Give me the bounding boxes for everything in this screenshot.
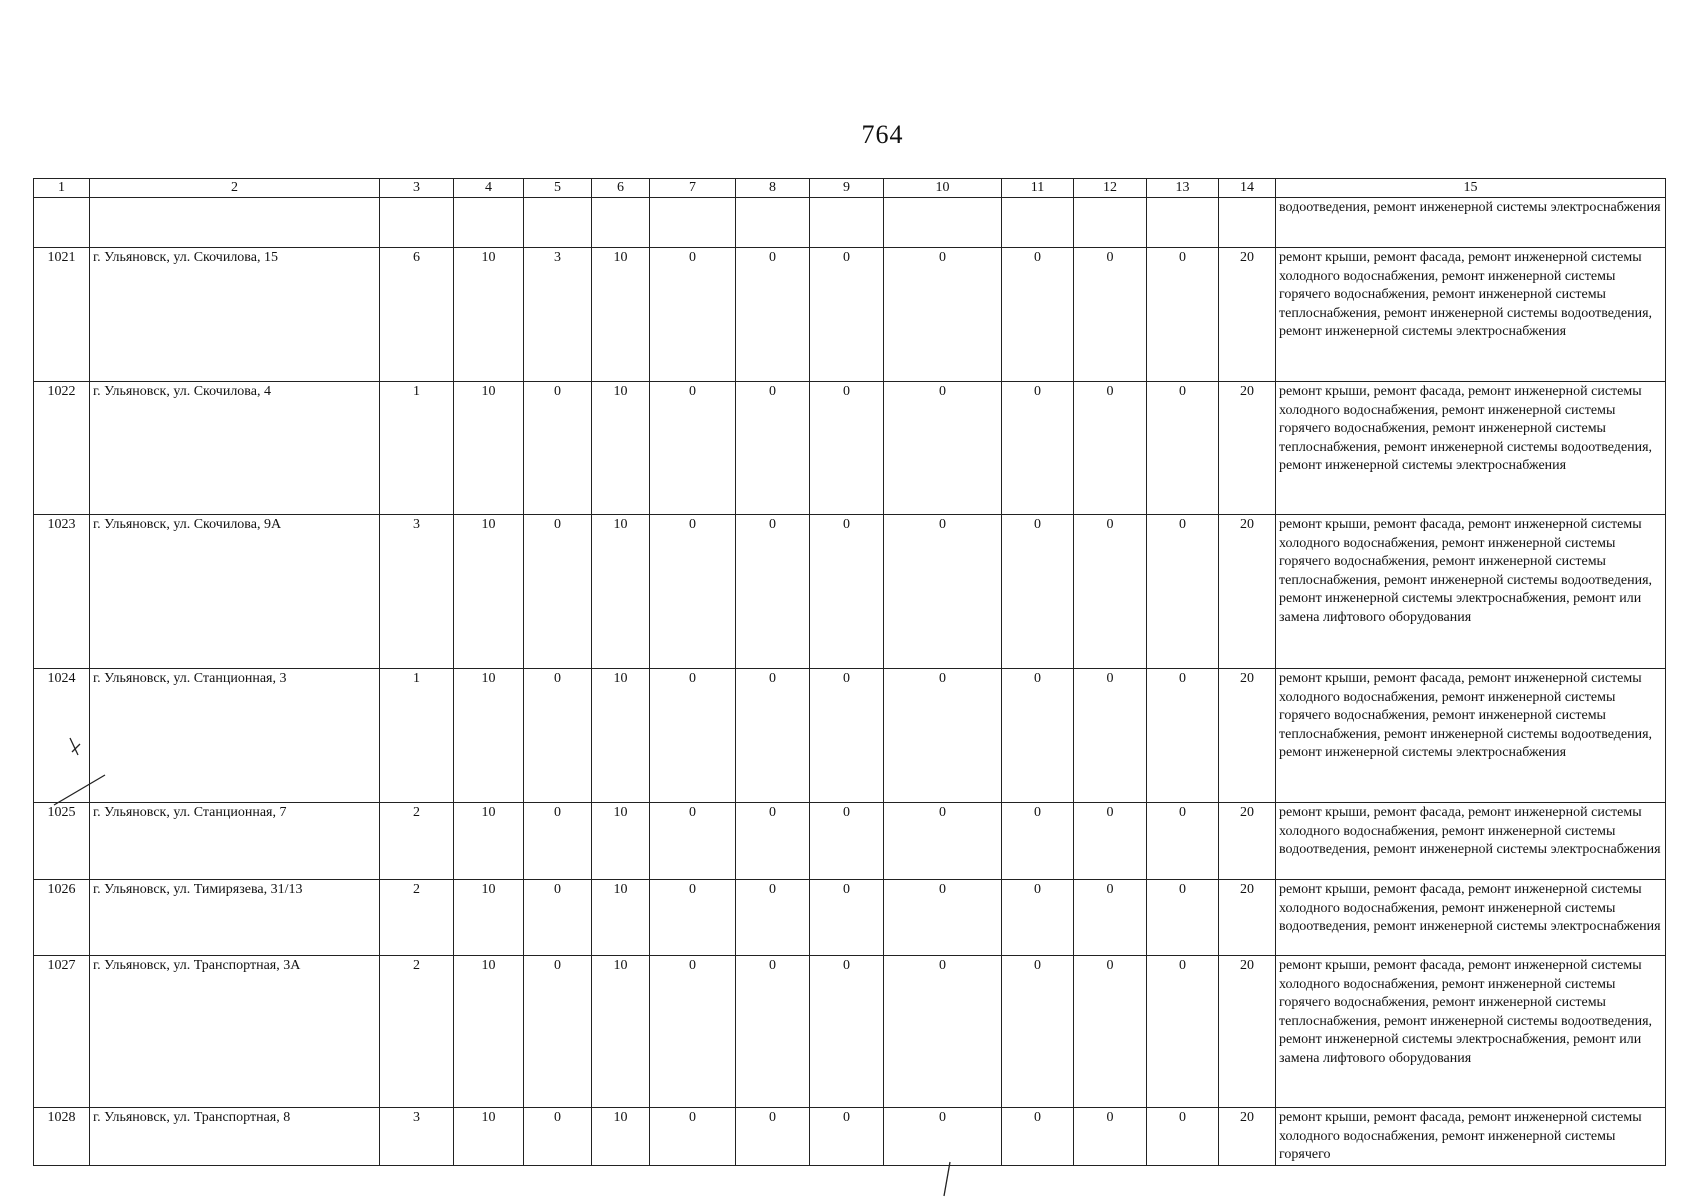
value-cell: 0	[1147, 248, 1219, 382]
value-cell: 10	[454, 515, 524, 669]
value-cell: 10	[592, 669, 650, 803]
address-cell: г. Ульяновск, ул. Тимирязева, 31/13	[90, 880, 380, 956]
value-cell: 0	[810, 248, 884, 382]
value-cell: 0	[1074, 803, 1147, 880]
column-header: 13	[1147, 179, 1219, 198]
address-cell: г. Ульяновск, ул. Станционная, 7	[90, 803, 380, 880]
table-row	[34, 1108, 1666, 1166]
value-cell: 0	[650, 669, 736, 803]
value-cell: 0	[1002, 248, 1074, 382]
value-cell: 0	[524, 669, 592, 803]
row-number-cell: 1023	[34, 515, 90, 669]
column-number-header-row	[34, 179, 1666, 198]
value-cell: 0	[810, 1108, 884, 1166]
value-cell: 10	[592, 382, 650, 515]
value-cell: 20	[1219, 956, 1276, 1108]
value-cell: 0	[524, 515, 592, 669]
row-number-cell: 1026	[34, 880, 90, 956]
value-cell: 0	[736, 956, 810, 1108]
table-row	[34, 248, 1666, 382]
value-cell: 20	[1219, 803, 1276, 880]
value-cell: 20	[1219, 382, 1276, 515]
works-cell: ремонт крыши, ремонт фасада, ремонт инженерной системы холодного водоснабжения, ремонт инженерной системы горячего водоснабжения, ремонт инженерной системы теплоснабжения, ремонт инженерной системы водоотведения, ремонт инженерной системы электроснабжения, ремонт или замена лифтового оборудования	[1276, 956, 1666, 1108]
address-cell: г. Ульяновск, ул. Скочилова, 9А	[90, 515, 380, 669]
value-cell: 0	[884, 248, 1002, 382]
value-cell: 0	[1074, 956, 1147, 1108]
column-header: 9	[810, 179, 884, 198]
column-header: 11	[1002, 179, 1074, 198]
value-cell: 2	[380, 956, 454, 1108]
value-cell: 0	[1002, 880, 1074, 956]
column-header: 5	[524, 179, 592, 198]
value-cell: 10	[454, 382, 524, 515]
value-cell: 0	[736, 248, 810, 382]
works-cell: ремонт крыши, ремонт фасада, ремонт инженерной системы холодного водоснабжения, ремонт инженерной системы горячего	[1276, 1108, 1666, 1166]
value-cell: 0	[650, 382, 736, 515]
table-row	[34, 669, 1666, 803]
column-header: 6	[592, 179, 650, 198]
value-cell: 0	[1147, 382, 1219, 515]
value-cell: 0	[1147, 1108, 1219, 1166]
value-cell: 0	[524, 803, 592, 880]
works-cell: ремонт крыши, ремонт фасада, ремонт инженерной системы холодного водоснабжения, ремонт инженерной системы горячего водоснабжения, ремонт инженерной системы теплоснабжения, ремонт инженерной системы водоотведения, ремонт инженерной системы электроснабжения, ремонт или замена лифтового оборудования	[1276, 515, 1666, 669]
value-cell: 0	[810, 669, 884, 803]
column-header: 15	[1276, 179, 1666, 198]
column-header: 7	[650, 179, 736, 198]
value-cell: 0	[1002, 803, 1074, 880]
value-cell: 0	[884, 880, 1002, 956]
address-cell: г. Ульяновск, ул. Транспортная, 3А	[90, 956, 380, 1108]
value-cell: 20	[1219, 515, 1276, 669]
value-cell: 0	[524, 880, 592, 956]
value-cell: 0	[650, 880, 736, 956]
row-number-cell: 1025	[34, 803, 90, 880]
value-cell: 20	[1219, 1108, 1276, 1166]
value-cell: 0	[884, 803, 1002, 880]
row-number-cell: 1022	[34, 382, 90, 515]
value-cell: 0	[810, 956, 884, 1108]
value-cell: 10	[592, 956, 650, 1108]
value-cell: 10	[592, 880, 650, 956]
column-header: 12	[1074, 179, 1147, 198]
value-cell: 0	[1147, 880, 1219, 956]
column-header: 2	[90, 179, 380, 198]
value-cell: 0	[736, 515, 810, 669]
value-cell: 10	[592, 1108, 650, 1166]
table-row	[34, 803, 1666, 880]
value-cell: 0	[1147, 803, 1219, 880]
value-cell: 0	[1002, 1108, 1074, 1166]
address-cell: г. Ульяновск, ул. Транспортная, 8	[90, 1108, 380, 1166]
value-cell: 20	[1219, 248, 1276, 382]
value-cell: 0	[884, 382, 1002, 515]
table-row	[34, 956, 1666, 1108]
works-cell: ремонт крыши, ремонт фасада, ремонт инженерной системы холодного водоснабжения, ремонт инженерной системы горячего водоснабжения, ремонт инженерной системы теплоснабжения, ремонт инженерной системы водоотведения, ремонт инженерной системы электроснабжения	[1276, 248, 1666, 382]
column-header: 1	[34, 179, 90, 198]
value-cell: 0	[736, 382, 810, 515]
value-cell: 0	[524, 1108, 592, 1166]
value-cell: 10	[454, 669, 524, 803]
value-cell: 10	[454, 248, 524, 382]
continuation-row	[34, 198, 1666, 248]
value-cell: 10	[454, 956, 524, 1108]
works-cell: ремонт крыши, ремонт фасада, ремонт инженерной системы холодного водоснабжения, ремонт инженерной системы горячего водоснабжения, ремонт инженерной системы теплоснабжения, ремонт инженерной системы водоотведения, ремонт инженерной системы электроснабжения	[1276, 669, 1666, 803]
value-cell: 10	[454, 803, 524, 880]
value-cell: 1	[380, 382, 454, 515]
value-cell: 0	[650, 248, 736, 382]
column-header: 4	[454, 179, 524, 198]
value-cell: 3	[380, 515, 454, 669]
column-header: 3	[380, 179, 454, 198]
value-cell: 0	[524, 382, 592, 515]
row-number-cell: 1024	[34, 669, 90, 803]
value-cell: 10	[454, 1108, 524, 1166]
value-cell: 0	[1074, 382, 1147, 515]
value-cell: 0	[650, 956, 736, 1108]
value-cell: 3	[524, 248, 592, 382]
works-cell: ремонт крыши, ремонт фасада, ремонт инженерной системы холодного водоснабжения, ремонт инженерной системы водоотведения, ремонт инженерной системы электроснабжения	[1276, 880, 1666, 956]
value-cell: 0	[884, 515, 1002, 669]
value-cell: 3	[380, 1108, 454, 1166]
value-cell: 10	[592, 803, 650, 880]
value-cell: 0	[1147, 515, 1219, 669]
value-cell: 0	[650, 1108, 736, 1166]
table-row	[34, 880, 1666, 956]
value-cell: 0	[1002, 669, 1074, 803]
value-cell: 2	[380, 880, 454, 956]
page-number: 764	[861, 120, 904, 149]
address-cell: г. Ульяновск, ул. Станционная, 3	[90, 669, 380, 803]
column-header: 10	[884, 179, 1002, 198]
value-cell: 10	[592, 248, 650, 382]
value-cell: 0	[810, 382, 884, 515]
value-cell: 0	[1002, 956, 1074, 1108]
capital-repair-table	[33, 178, 1666, 1166]
value-cell: 0	[1074, 248, 1147, 382]
value-cell: 10	[454, 880, 524, 956]
value-cell: 0	[1074, 880, 1147, 956]
value-cell: 0	[1002, 382, 1074, 515]
value-cell: 1	[380, 669, 454, 803]
value-cell: 0	[1074, 515, 1147, 669]
value-cell: 0	[650, 515, 736, 669]
value-cell: 20	[1219, 669, 1276, 803]
value-cell: 0	[736, 1108, 810, 1166]
row-number-cell: 1027	[34, 956, 90, 1108]
row-number-cell: 1021	[34, 248, 90, 382]
value-cell: 0	[650, 803, 736, 880]
value-cell: 6	[380, 248, 454, 382]
works-cell: ремонт крыши, ремонт фасада, ремонт инженерной системы холодного водоснабжения, ремонт инженерной системы водоотведения, ремонт инженерной системы электроснабжения	[1276, 803, 1666, 880]
value-cell: 0	[884, 669, 1002, 803]
value-cell: 0	[810, 803, 884, 880]
value-cell: 0	[1074, 669, 1147, 803]
value-cell: 20	[1219, 880, 1276, 956]
value-cell: 0	[884, 956, 1002, 1108]
row-number-cell: 1028	[34, 1108, 90, 1166]
value-cell: 10	[592, 515, 650, 669]
works-cell: ремонт крыши, ремонт фасада, ремонт инженерной системы холодного водоснабжения, ремонт инженерной системы горячего водоснабжения, ремонт инженерной системы теплоснабжения, ремонт инженерной системы водоотведения, ремонт инженерной системы электроснабжения	[1276, 382, 1666, 515]
address-cell: г. Ульяновск, ул. Скочилова, 4	[90, 382, 380, 515]
column-header: 14	[1219, 179, 1276, 198]
value-cell: 0	[1002, 515, 1074, 669]
value-cell: 0	[810, 515, 884, 669]
value-cell: 0	[736, 669, 810, 803]
table-row	[34, 382, 1666, 515]
value-cell: 0	[1074, 1108, 1147, 1166]
works-cell: водоотведения, ремонт инженерной системы электроснабжения	[1276, 198, 1666, 248]
value-cell: 0	[736, 803, 810, 880]
value-cell: 0	[884, 1108, 1002, 1166]
value-cell: 0	[810, 880, 884, 956]
value-cell: 0	[1147, 669, 1219, 803]
value-cell: 0	[524, 956, 592, 1108]
value-cell: 0	[736, 880, 810, 956]
address-cell: г. Ульяновск, ул. Скочилова, 15	[90, 248, 380, 382]
table-row	[34, 515, 1666, 669]
value-cell: 2	[380, 803, 454, 880]
column-header: 8	[736, 179, 810, 198]
value-cell: 0	[1147, 956, 1219, 1108]
